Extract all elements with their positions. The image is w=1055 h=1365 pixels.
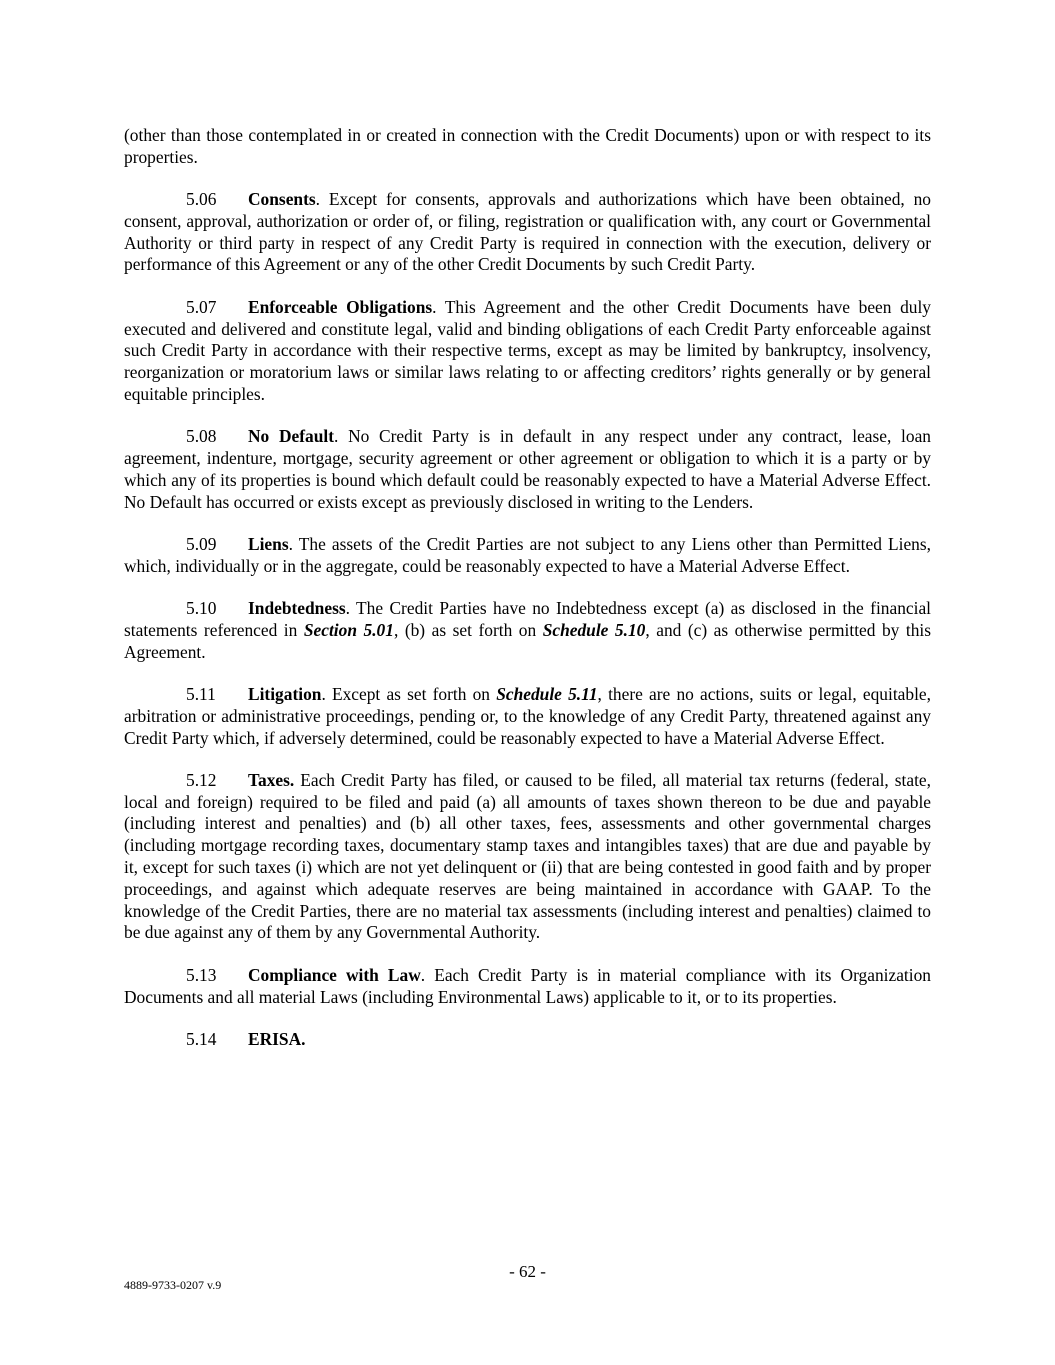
section-number: 5.07 — [186, 296, 217, 317]
section-5-07 — [124, 297, 931, 406]
section-text: . The Credit Parties have no Indebtedness except (a) as disclosed in the financial statements referenced in — [124, 598, 931, 640]
section-number: 5.08 — [186, 426, 217, 447]
section-heading: Enforceable Obligations — [248, 296, 433, 317]
section-heading: Liens — [248, 533, 289, 554]
section-5-09 — [124, 534, 931, 578]
section-number: 5.06 — [186, 189, 217, 210]
section-number: 5.09 — [186, 533, 217, 554]
section-text: Each Credit Party has filed, or caused to be filed, all material tax returns (federal, state, local and foreign) required to be filed and paid (a) all amounts of taxes shown thereon to be due and payable (including interest and penalties) and (b) all other taxes, fees, assessments and other governmental charges (including mortgage recording taxes, documentary stamp taxes and intangibles taxes) that are due and payable by it, except for such taxes (i) which are not yet delinquent or (ii) that are being contested in good faith and by proper proceedings, and against which adequate reserves are being maintained in accordance with GAAP. To the knowledge of the Credit Parties, there are no material tax assessments (including interest and penalties) claimed to be due against any of them by any Governmental Authority. — [124, 769, 931, 943]
section-text: . Each Credit Party is in material compliance with its Organization Documents and all material Laws (including Environmental Laws) applicable to it, or to its properties. — [124, 964, 931, 1007]
section-heading: Litigation — [248, 683, 322, 704]
section-heading: Taxes. — [248, 769, 295, 790]
section-number: 5.13 — [186, 964, 217, 985]
section-text: . This Agreement and the other Credit Documents have been duly executed and delivered and constitute legal, valid and binding obligations of each Credit Party enforceable against such Credit Party in accordance with their respective terms, except as may be limited by bankruptcy, insolvency, reorganization or moratorium laws or similar laws relating to or affecting creditors’ rights generally or by general equitable principles. — [124, 296, 931, 404]
section-text: . Except for consents, approvals and authorizations which have been obtained, no consent, approval, authorization or order of, or filing, registration or qualification with, any court or Governmental Authority or third party in respect of any Credit Party is required in connection with the execution, delivery or performance of this Agreement or any of the other Credit Documents by such Credit Party. — [124, 189, 931, 275]
section-number: 5.12 — [186, 769, 217, 790]
section-text: . The assets of the Credit Parties are not subject to any Liens other than Permitted Liens, which, individually or in the aggregate, could be reasonably expected to have a Material Adverse Effect. — [124, 533, 931, 576]
section-5-10 — [124, 598, 931, 663]
paragraph-continuation: (other than those contemplated in or created in connection with the Credit Documents) upon or with respect to its properties. — [124, 125, 931, 167]
section-text: , there are no actions, suits or legal, equitable, arbitration or administrative proceedings, pending or, to the knowledge of any Credit Party, threatened against any Credit Party which, if adversely determined, could be reasonably expected to have a Material Adverse Effect. — [124, 683, 931, 748]
section-heading: No Default — [248, 426, 335, 447]
section-heading: ERISA. — [248, 1028, 306, 1049]
section-heading: Consents — [248, 189, 316, 210]
section-number: 5.11 — [186, 683, 216, 704]
section-heading: Indebtedness — [248, 598, 346, 619]
section-number: 5.10 — [186, 598, 217, 619]
section-5-08 — [124, 426, 931, 513]
section-text: . Except as set forth on — [321, 683, 497, 704]
section-5-11 — [124, 684, 931, 749]
cross-reference: Schedule 5.11 — [496, 683, 598, 704]
section-text: , and (c) as otherwise permitted by this Agreement. — [124, 619, 932, 662]
section-number: 5.14 — [186, 1028, 217, 1049]
cross-reference: Section 5.01 — [303, 619, 394, 640]
section-heading: Compliance with Law — [248, 964, 421, 985]
section-5-13 — [124, 965, 931, 1009]
section-5-12 — [124, 770, 931, 944]
cross-reference: Schedule 5.10 — [542, 619, 646, 640]
page-number: - 62 - — [509, 1262, 546, 1281]
section-5-14 — [124, 1029, 931, 1051]
document-id: 4889-9733-0207 v.9 — [124, 1278, 222, 1292]
section-text: . No Credit Party is in default in any respect under any contract, lease, loan agreement, indenture, mortgage, security agreement or other agreement or obligation to which it is a party or by which any of its properties is bound which default could be reasonably expected to have a Material Adverse Effect. No Default has occurred or exists except as previously disclosed in writing to the Lenders. — [124, 426, 931, 512]
section-text: , (b) as set forth on — [393, 619, 543, 640]
section-5-06 — [124, 189, 931, 276]
document-body — [124, 125, 931, 1071]
